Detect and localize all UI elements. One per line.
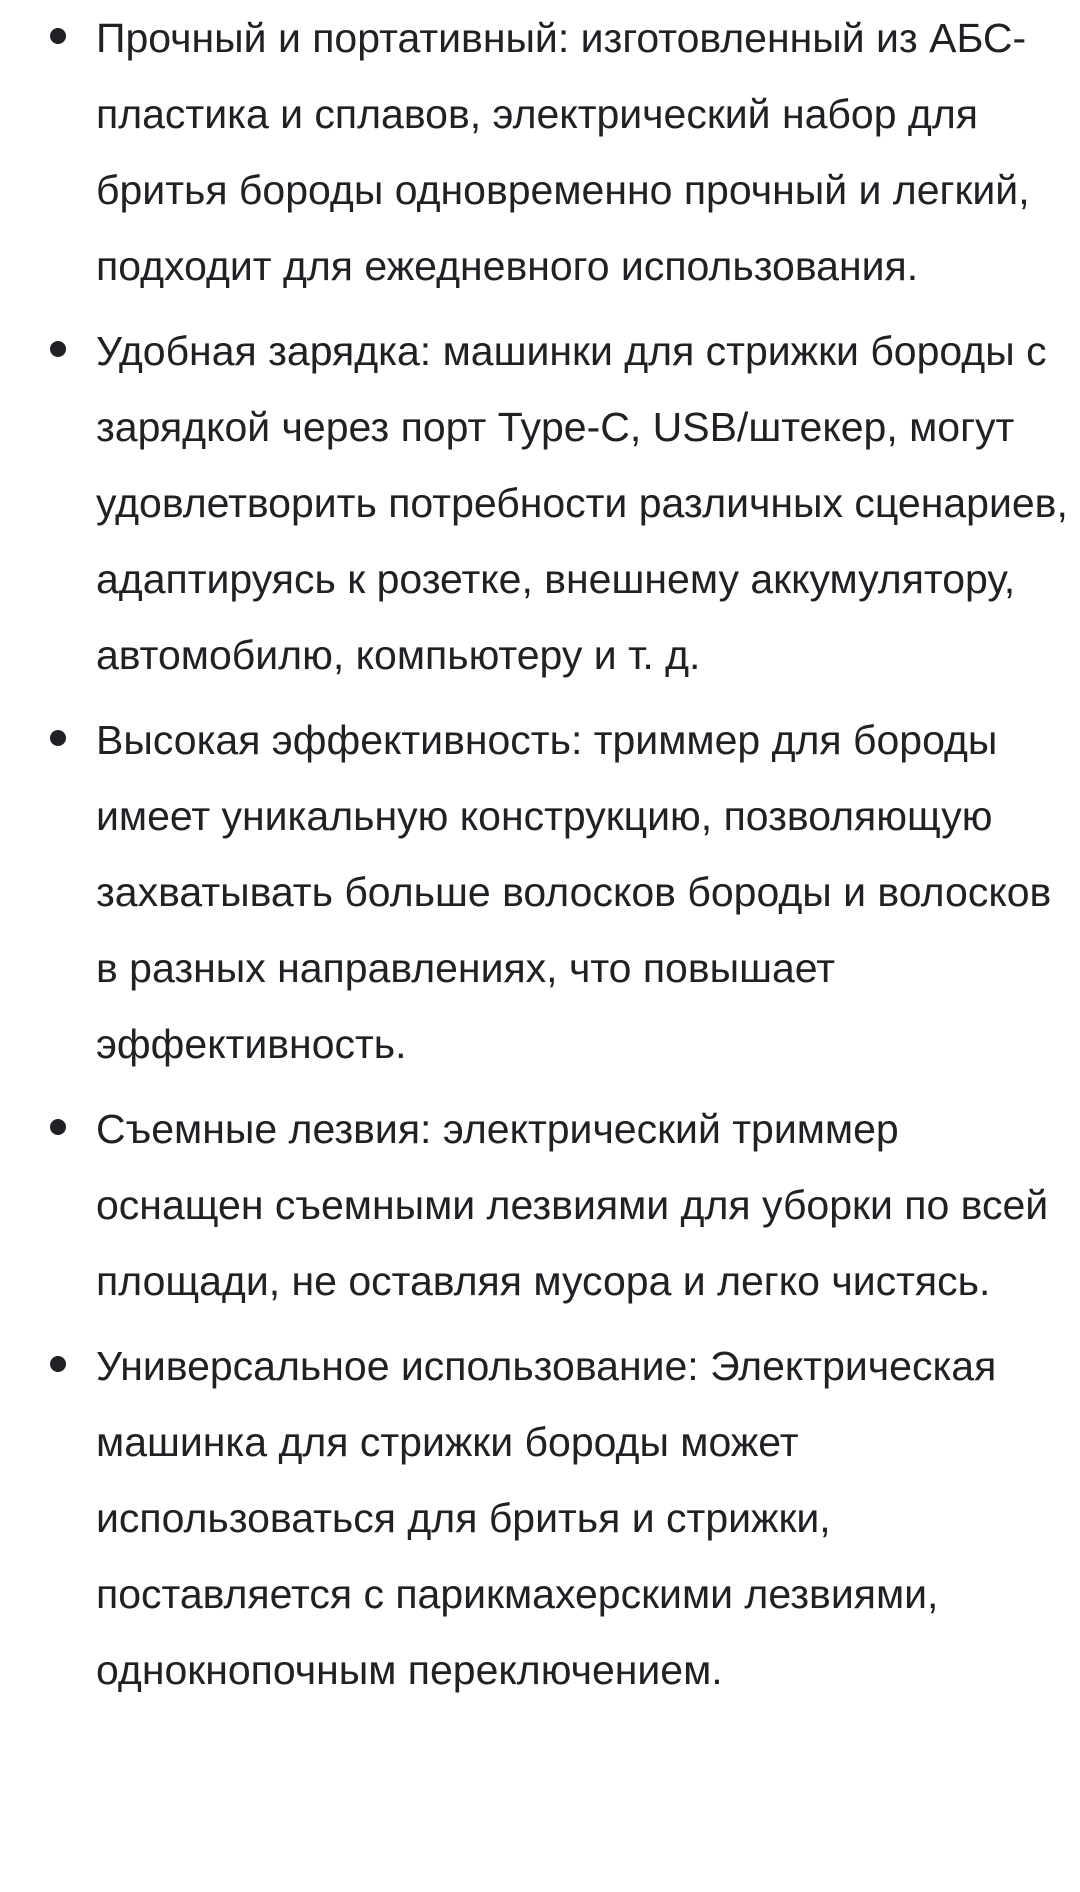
feature-item-blades <box>0 1091 1080 1319</box>
feature-text: Прочный и портативный: изготовленный из АБС-пластика и сплавов, электрический набор для бритья бороды одновременно прочный и легкий, подходит для ежедневного использования. <box>96 15 1030 289</box>
feature-text: Высокая эффективность: триммер для бороды имеет уникальную конструкцию, позволяющую захватывать больше волосков бороды и волосков в разных направлениях, что повышает эффективность. <box>96 717 1052 1067</box>
feature-item-charging <box>0 313 1080 693</box>
feature-text: Удобная зарядка: машинки для стрижки бороды с зарядкой через порт Type-C, USB/штекер, могут удовлетворить потребности различных сценариев, адаптируясь к розетке, внешнему аккумулятору, автомобилю, компьютеру и т. д. <box>96 328 1068 678</box>
feature-item-universal <box>0 1328 1080 1708</box>
feature-item-durable <box>0 0 1080 304</box>
feature-item-efficiency <box>0 702 1080 1082</box>
bullet-icon <box>50 1356 66 1372</box>
feature-text: Съемные лезвия: электрический триммер оснащен съемными лезвиями для уборки по всей площади, не оставляя мусора и легко чистясь. <box>96 1106 1049 1304</box>
bullet-icon <box>50 730 66 746</box>
feature-text: Универсальное использование: Электрическая машинка для стрижки бороды может использоваться для бритья и стрижки, поставляется с парикмахерскими лезвиями, однокнопочным переключением. <box>96 1343 997 1693</box>
bullet-icon <box>50 341 66 357</box>
bullet-icon <box>50 28 66 44</box>
bullet-icon <box>50 1119 66 1135</box>
